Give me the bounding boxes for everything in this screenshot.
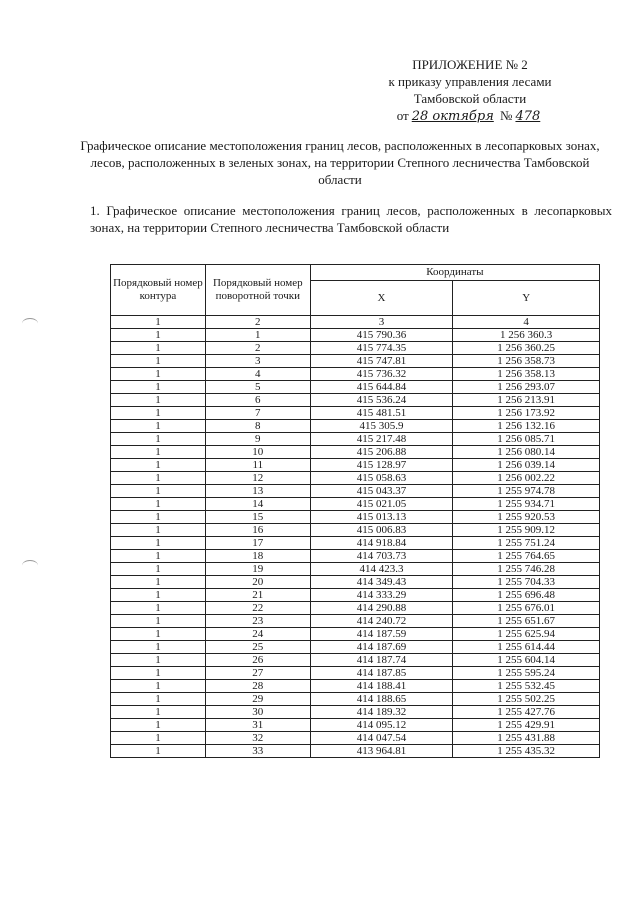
y-coordinate-cell: 1 256 360.25 (453, 342, 600, 355)
y-coordinate-cell: 1 255 429.91 (453, 719, 600, 732)
contour-number-cell: 1 (111, 576, 206, 589)
y-coordinate-cell: 1 255 435.32 (453, 745, 600, 758)
table-row (111, 368, 600, 381)
y-coordinate-cell: 1 256 002.22 (453, 472, 600, 485)
x-coordinate-cell: 414 290.88 (310, 602, 453, 615)
point-number-cell: 4 (205, 368, 310, 381)
table-body (111, 329, 600, 758)
contour-number-cell: 1 (111, 693, 206, 706)
contour-number-cell: 1 (111, 472, 206, 485)
table-row (111, 446, 600, 459)
point-number-cell: 27 (205, 667, 310, 680)
y-coordinate-cell: 1 255 751.24 (453, 537, 600, 550)
y-coordinate-cell: 1 256 039.14 (453, 459, 600, 472)
point-number-cell: 29 (205, 693, 310, 706)
contour-number-cell: 1 (111, 602, 206, 615)
number-prefix: № (500, 108, 513, 123)
contour-number-cell: 1 (111, 498, 206, 511)
document-title: Графическое описание местоположения границ лесов, расположенных в лесопарковых зонах, лесов, расположенных в зеленых зонах, на территории Степного лесничества Тамбовской области (80, 138, 600, 187)
header-y: Y (453, 281, 600, 316)
point-number-cell: 26 (205, 654, 310, 667)
numbering-cell: 3 (310, 316, 453, 329)
point-number-cell: 12 (205, 472, 310, 485)
point-number-cell: 16 (205, 524, 310, 537)
x-coordinate-cell: 415 217.48 (310, 433, 453, 446)
x-coordinate-cell: 415 790.36 (310, 329, 453, 342)
contour-number-cell: 1 (111, 407, 206, 420)
contour-number-cell: 1 (111, 381, 206, 394)
point-number-cell: 9 (205, 433, 310, 446)
numbering-cell: 2 (205, 316, 310, 329)
contour-number-cell: 1 (111, 654, 206, 667)
table-row (111, 342, 600, 355)
point-number-cell: 10 (205, 446, 310, 459)
point-number-cell: 24 (205, 628, 310, 641)
x-coordinate-cell: 414 188.41 (310, 680, 453, 693)
contour-number-cell: 1 (111, 641, 206, 654)
table-row (111, 381, 600, 394)
point-number-cell: 1 (205, 329, 310, 342)
contour-number-cell: 1 (111, 589, 206, 602)
contour-number-cell: 1 (111, 368, 206, 381)
table-row (111, 576, 600, 589)
point-number-cell: 6 (205, 394, 310, 407)
x-coordinate-cell: 415 736.32 (310, 368, 453, 381)
y-coordinate-cell: 1 255 746.28 (453, 563, 600, 576)
date-value: 28 октября (411, 109, 494, 124)
x-coordinate-cell: 415 305.9 (310, 420, 453, 433)
y-coordinate-cell: 1 256 358.13 (453, 368, 600, 381)
table-row (111, 641, 600, 654)
y-coordinate-cell: 1 255 974.78 (453, 485, 600, 498)
y-coordinate-cell: 1 256 293.07 (453, 381, 600, 394)
y-coordinate-cell: 1 255 427.76 (453, 706, 600, 719)
table-row (111, 329, 600, 342)
contour-number-cell: 1 (111, 329, 206, 342)
header-contour-number: Порядковый номер контура (111, 265, 206, 316)
x-coordinate-cell: 414 187.74 (310, 654, 453, 667)
point-number-cell: 21 (205, 589, 310, 602)
contour-number-cell: 1 (111, 719, 206, 732)
point-number-cell: 7 (205, 407, 310, 420)
point-number-cell: 5 (205, 381, 310, 394)
point-number-cell: 28 (205, 680, 310, 693)
x-coordinate-cell: 413 964.81 (310, 745, 453, 758)
table-row (111, 706, 600, 719)
table-row (111, 524, 600, 537)
x-coordinate-cell: 414 349.43 (310, 576, 453, 589)
x-coordinate-cell: 414 240.72 (310, 615, 453, 628)
table-row (111, 394, 600, 407)
point-number-cell: 32 (205, 732, 310, 745)
y-coordinate-cell: 1 255 676.01 (453, 602, 600, 615)
section-heading: 1. Графическое описание местоположения границ лесов, расположенных в лесопарковых зонах, на территории Степного лесничества Тамбовской области (90, 203, 612, 235)
y-coordinate-cell: 1 255 764.65 (453, 550, 600, 563)
y-coordinate-cell: 1 255 920.53 (453, 511, 600, 524)
contour-number-cell: 1 (111, 745, 206, 758)
header-coordinates: Координаты (310, 265, 599, 281)
point-number-cell: 3 (205, 355, 310, 368)
contour-number-cell: 1 (111, 550, 206, 563)
number-value: 478 (515, 109, 541, 124)
coordinates-table (110, 264, 600, 758)
appendix-header (330, 56, 610, 125)
table-row (111, 420, 600, 433)
contour-number-cell: 1 (111, 433, 206, 446)
x-coordinate-cell: 415 747.81 (310, 355, 453, 368)
contour-number-cell: 1 (111, 459, 206, 472)
header-x: X (310, 281, 453, 316)
y-coordinate-cell: 1 256 173.92 (453, 407, 600, 420)
appendix-title: ПРИЛОЖЕНИЕ № 2 (412, 57, 528, 72)
point-number-cell: 17 (205, 537, 310, 550)
x-coordinate-cell: 414 187.85 (310, 667, 453, 680)
y-coordinate-cell: 1 255 614.44 (453, 641, 600, 654)
point-number-cell: 2 (205, 342, 310, 355)
table-row (111, 498, 600, 511)
x-coordinate-cell: 414 095.12 (310, 719, 453, 732)
table-row (111, 537, 600, 550)
table-row (111, 732, 600, 745)
y-coordinate-cell: 1 255 604.14 (453, 654, 600, 667)
point-number-cell: 13 (205, 485, 310, 498)
table-row (111, 654, 600, 667)
point-number-cell: 30 (205, 706, 310, 719)
table-row (111, 407, 600, 420)
table-row (111, 602, 600, 615)
table-row (111, 680, 600, 693)
contour-number-cell: 1 (111, 680, 206, 693)
point-number-cell: 11 (205, 459, 310, 472)
x-coordinate-cell: 415 021.05 (310, 498, 453, 511)
table-row (111, 615, 600, 628)
contour-number-cell: 1 (111, 524, 206, 537)
header-point-number: Порядковый номер поворотной точки (205, 265, 310, 316)
contour-number-cell: 1 (111, 485, 206, 498)
y-coordinate-cell: 1 256 080.14 (453, 446, 600, 459)
table-row (111, 459, 600, 472)
point-number-cell: 25 (205, 641, 310, 654)
x-coordinate-cell: 415 644.84 (310, 381, 453, 394)
table-row (111, 433, 600, 446)
x-coordinate-cell: 414 189.32 (310, 706, 453, 719)
x-coordinate-cell: 414 187.59 (310, 628, 453, 641)
table-row (111, 511, 600, 524)
point-number-cell: 14 (205, 498, 310, 511)
point-number-cell: 19 (205, 563, 310, 576)
table-row (111, 667, 600, 680)
table-row (111, 563, 600, 576)
numbering-cell: 1 (111, 316, 206, 329)
point-number-cell: 22 (205, 602, 310, 615)
x-coordinate-cell: 415 043.37 (310, 485, 453, 498)
x-coordinate-cell: 415 058.63 (310, 472, 453, 485)
y-coordinate-cell: 1 255 704.33 (453, 576, 600, 589)
y-coordinate-cell: 1 255 934.71 (453, 498, 600, 511)
contour-number-cell: 1 (111, 446, 206, 459)
date-prefix: от (396, 108, 409, 123)
x-coordinate-cell: 415 774.35 (310, 342, 453, 355)
table-row (111, 355, 600, 368)
appendix-order-line: к приказу управления лесами (388, 74, 552, 89)
y-coordinate-cell: 1 255 625.94 (453, 628, 600, 641)
contour-number-cell: 1 (111, 667, 206, 680)
y-coordinate-cell: 1 256 360.3 (453, 329, 600, 342)
contour-number-cell: 1 (111, 628, 206, 641)
y-coordinate-cell: 1 256 085.71 (453, 433, 600, 446)
x-coordinate-cell: 415 206.88 (310, 446, 453, 459)
y-coordinate-cell: 1 255 532.45 (453, 680, 600, 693)
contour-number-cell: 1 (111, 706, 206, 719)
point-number-cell: 20 (205, 576, 310, 589)
contour-number-cell: 1 (111, 342, 206, 355)
numbering-cell: 4 (453, 316, 600, 329)
point-number-cell: 23 (205, 615, 310, 628)
x-coordinate-cell: 414 918.84 (310, 537, 453, 550)
table-row (111, 485, 600, 498)
x-coordinate-cell: 414 423.3 (310, 563, 453, 576)
table-row (111, 472, 600, 485)
x-coordinate-cell: 415 481.51 (310, 407, 453, 420)
y-coordinate-cell: 1 255 595.24 (453, 667, 600, 680)
point-number-cell: 15 (205, 511, 310, 524)
table-row (111, 745, 600, 758)
x-coordinate-cell: 414 047.54 (310, 732, 453, 745)
contour-number-cell: 1 (111, 355, 206, 368)
y-coordinate-cell: 1 255 651.67 (453, 615, 600, 628)
x-coordinate-cell: 415 128.97 (310, 459, 453, 472)
table-row (111, 719, 600, 732)
y-coordinate-cell: 1 255 502.25 (453, 693, 600, 706)
x-coordinate-cell: 415 013.13 (310, 511, 453, 524)
appendix-date-line (397, 107, 544, 125)
point-number-cell: 8 (205, 420, 310, 433)
contour-number-cell: 1 (111, 420, 206, 433)
y-coordinate-cell: 1 255 431.88 (453, 732, 600, 745)
point-number-cell: 33 (205, 745, 310, 758)
table-row (111, 693, 600, 706)
x-coordinate-cell: 414 333.29 (310, 589, 453, 602)
x-coordinate-cell: 415 536.24 (310, 394, 453, 407)
point-number-cell: 18 (205, 550, 310, 563)
table-row (111, 550, 600, 563)
x-coordinate-cell: 415 006.83 (310, 524, 453, 537)
x-coordinate-cell: 414 188.65 (310, 693, 453, 706)
table-row (111, 589, 600, 602)
table-row (111, 628, 600, 641)
contour-number-cell: 1 (111, 732, 206, 745)
y-coordinate-cell: 1 255 909.12 (453, 524, 600, 537)
contour-number-cell: 1 (111, 394, 206, 407)
appendix-region-line: Тамбовской области (413, 91, 527, 106)
y-coordinate-cell: 1 256 132.16 (453, 420, 600, 433)
contour-number-cell: 1 (111, 615, 206, 628)
x-coordinate-cell: 414 703.73 (310, 550, 453, 563)
y-coordinate-cell: 1 256 213.91 (453, 394, 600, 407)
point-number-cell: 31 (205, 719, 310, 732)
contour-number-cell: 1 (111, 511, 206, 524)
scan-mark (22, 560, 38, 571)
y-coordinate-cell: 1 255 696.48 (453, 589, 600, 602)
contour-number-cell: 1 (111, 537, 206, 550)
x-coordinate-cell: 414 187.69 (310, 641, 453, 654)
scan-mark (22, 318, 38, 329)
contour-number-cell: 1 (111, 563, 206, 576)
y-coordinate-cell: 1 256 358.73 (453, 355, 600, 368)
